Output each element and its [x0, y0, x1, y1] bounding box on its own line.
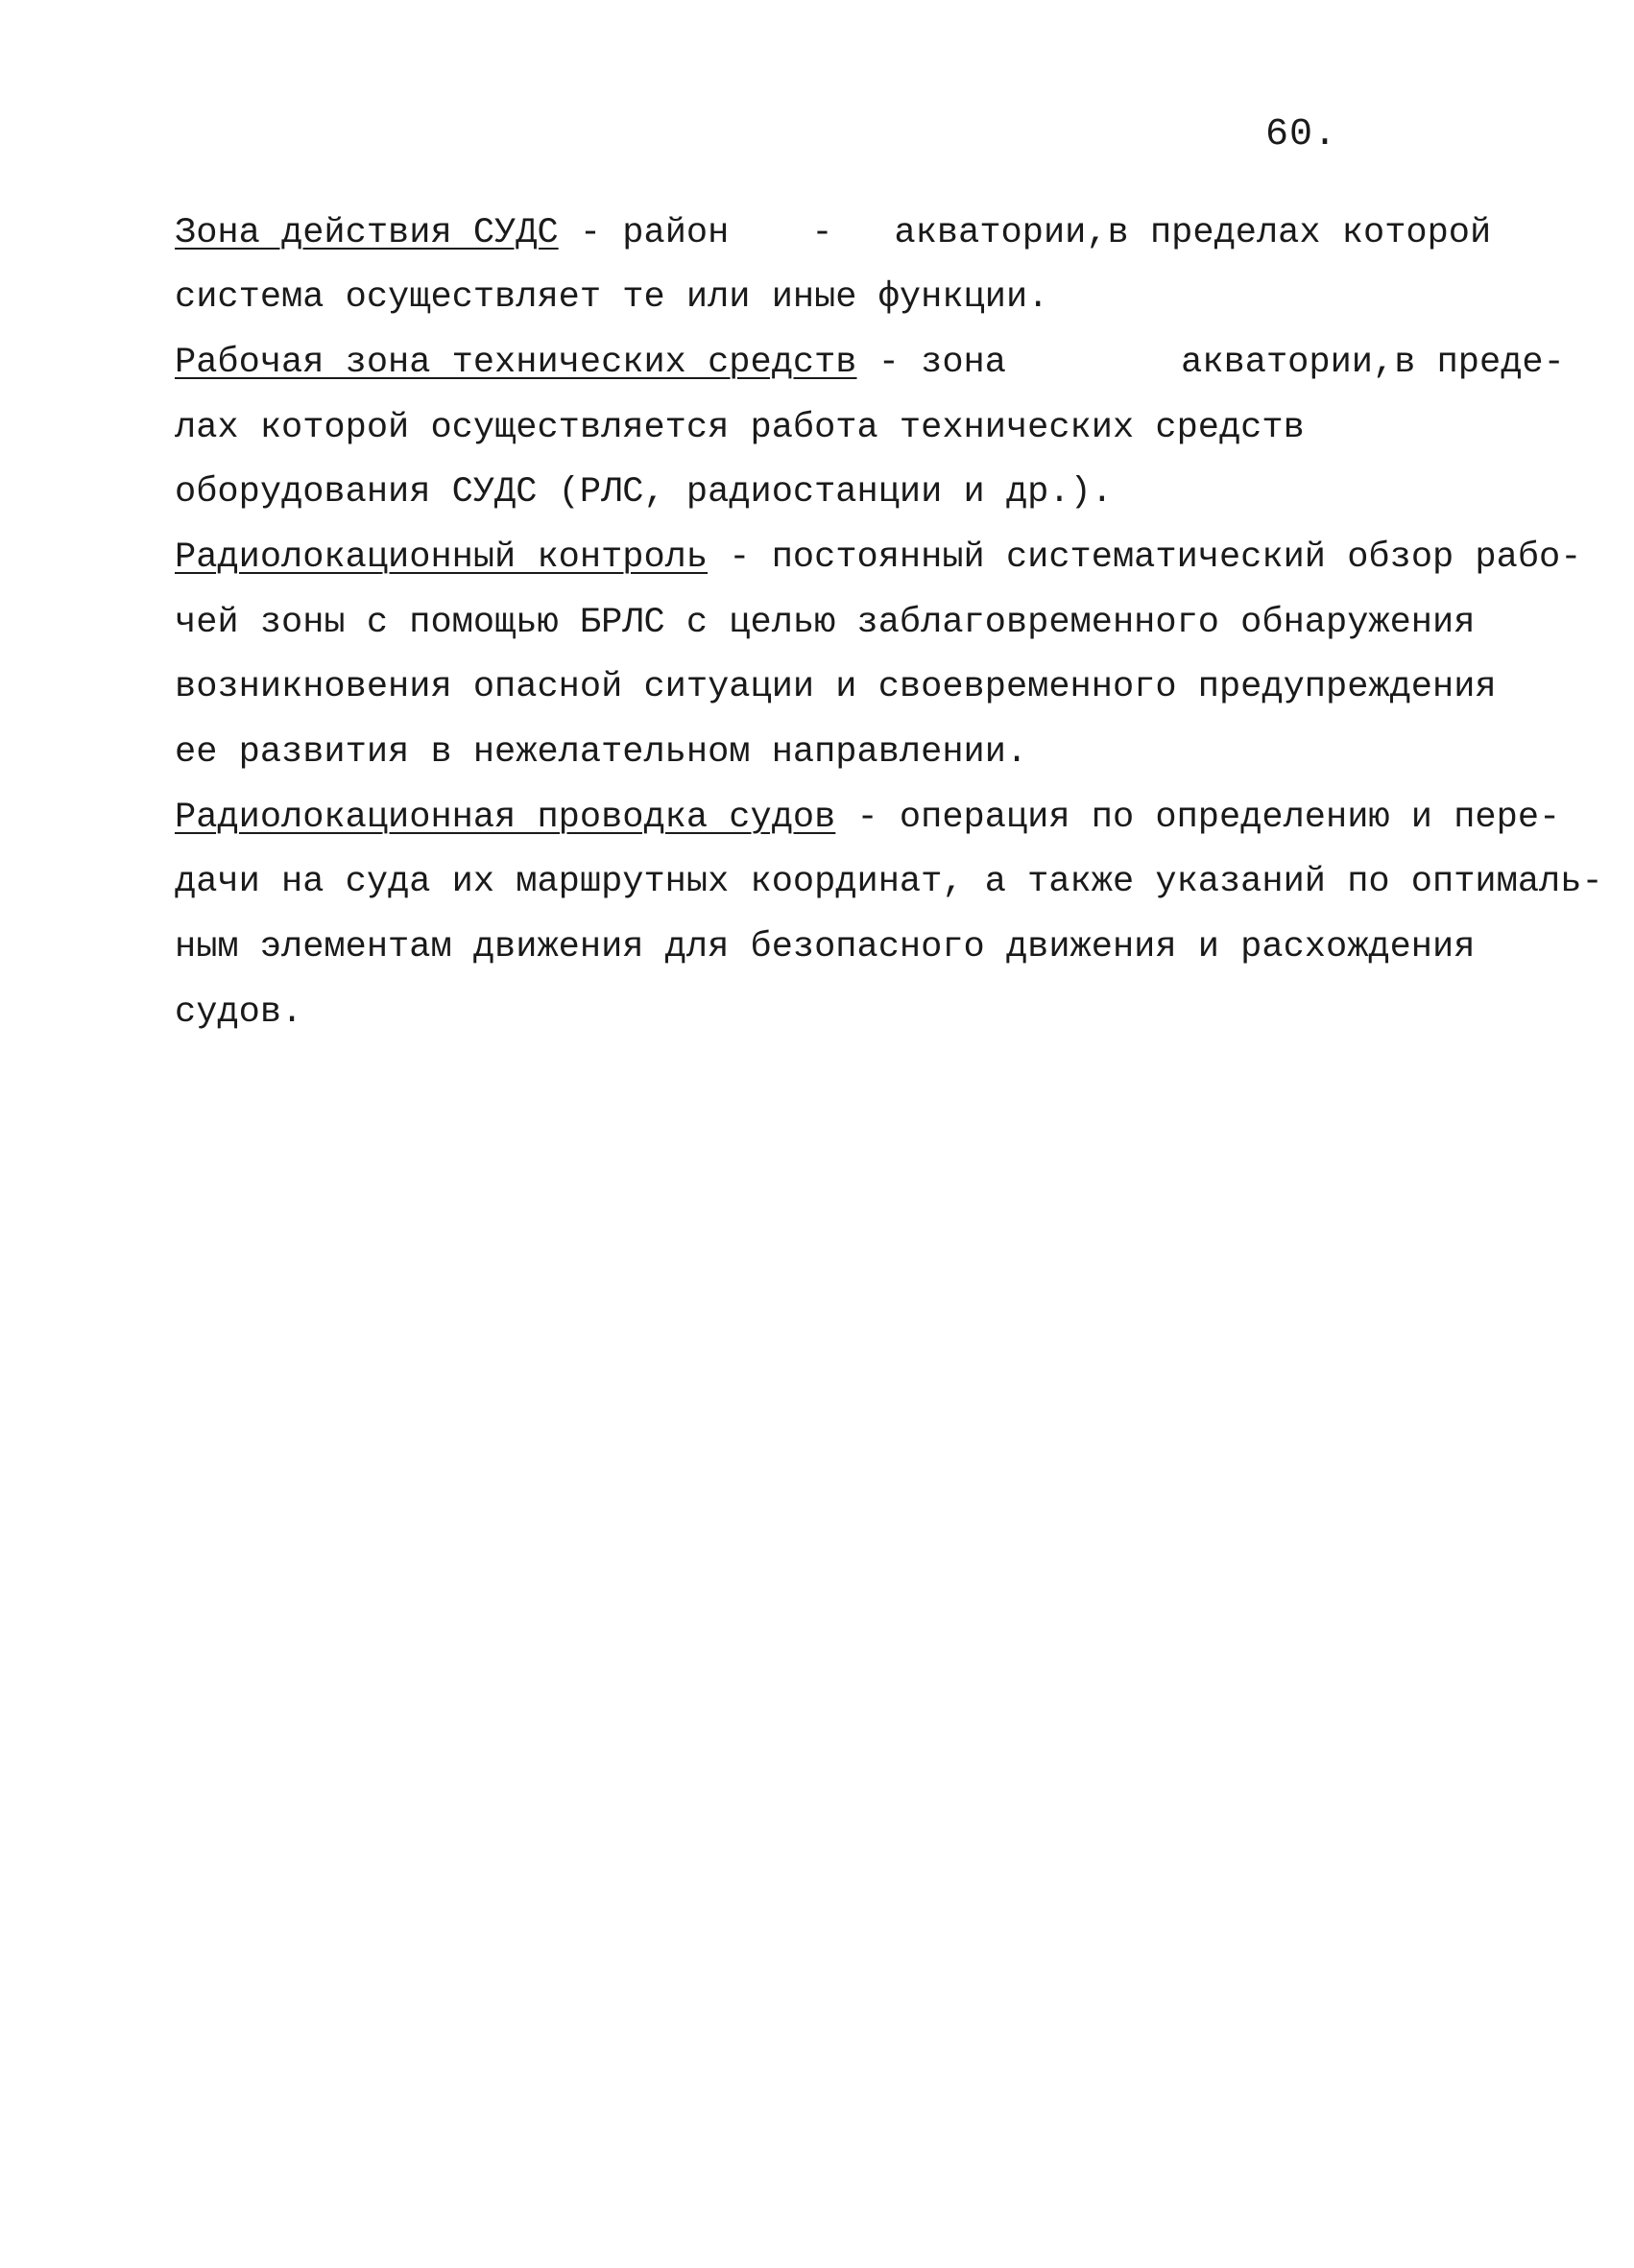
entry-3-line-2: чей зоны с помощью БРЛС с целью заблаговременного обнаружения [175, 603, 1476, 643]
entry-4-line-2: дачи на суда их маршрутных координат, а также указаний по оптималь- [175, 862, 1603, 902]
entry-3-line-3: возникновения опасной ситуации и своевременного предупреждения [175, 667, 1497, 707]
entry-1-line-2: система осуществляет те или иные функции. [175, 277, 1049, 318]
entry-2-line-1 [175, 343, 1565, 383]
entry-2-term: Рабочая зона технических средств [175, 343, 857, 383]
entry-4-line-1 [175, 800, 1560, 836]
entry-2-rest: акватории,в преде- [1181, 343, 1565, 383]
entry-4-line-3: ным элементам движения для безопасного движения и расхождения [175, 927, 1476, 967]
entry-1-dash: - район [558, 213, 751, 253]
entry-1-mark: - [811, 213, 833, 253]
entry-3-line-4: ее развития в нежелательном направлении. [175, 732, 1028, 773]
entry-1-term: Зона действия СУДС [175, 213, 559, 253]
entry-1-rest: акватории,в пределах которой [894, 213, 1492, 253]
page-number: 60. [1265, 113, 1338, 156]
entry-2-line-3: оборудования СУДС (РЛС, радиостанции и др.). [175, 472, 1113, 513]
entry-3-line-1 [175, 537, 1582, 578]
entry-4-rest: - операция по определению и пере- [835, 798, 1561, 838]
entry-3-rest: - постоянный систематический обзор рабо- [708, 537, 1582, 578]
entry-4-term: Радиолокационная проводка судов [175, 798, 836, 838]
entry-1-blank [751, 213, 895, 253]
entry-1-line-1 [175, 213, 1492, 253]
entry-2-dash: - зона [856, 343, 1028, 383]
entry-3-term: Радиолокационный контроль [175, 537, 709, 578]
entry-4-line-4: судов. [175, 992, 303, 1033]
entry-2-line-2: лах которой осуществляется работа технических средств [175, 408, 1305, 448]
